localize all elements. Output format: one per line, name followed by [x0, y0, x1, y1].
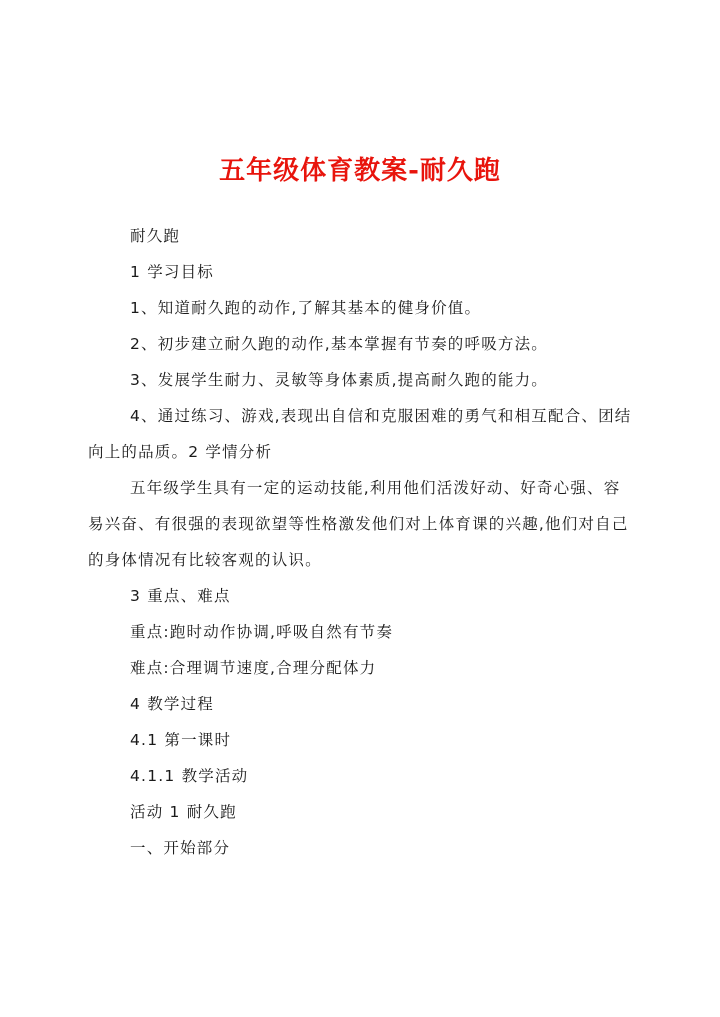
- subsection-teaching-activities: 4.1.1 教学活动: [130, 767, 249, 785]
- section-teaching-process: 4 教学过程: [130, 695, 214, 713]
- objective-item-1: 1、知道耐久跑的动作,了解其基本的健身价值。: [130, 299, 482, 317]
- part-opening: 一、开始部分: [130, 839, 231, 857]
- objective-item-2: 2、初步建立耐久跑的动作,基本掌握有节奏的呼吸方法。: [130, 335, 548, 353]
- key-point-focus: 重点:跑时动作协调,呼吸自然有节奏: [130, 623, 394, 641]
- document-body: [88, 218, 632, 866]
- key-point-difficulty: 难点:合理调节速度,合理分配体力: [130, 659, 377, 677]
- paragraph-heading-endurance-run: 耐久跑: [130, 227, 181, 245]
- learner-analysis-paragraph: 五年级学生具有一定的运动技能,利用他们活泼好动、好奇心强、容易兴奋、有很强的表现欲望等性格激发他们对上体育课的兴趣,他们对自己的身体情况有比较客观的认识。: [88, 479, 629, 569]
- objective-item-3: 3、发展学生耐力、灵敏等身体素质,提高耐久跑的能力。: [130, 371, 548, 389]
- section-learning-objectives: 1 学习目标: [130, 263, 214, 281]
- subsection-first-lesson: 4.1 第一课时: [130, 731, 232, 749]
- objective-item-4: 4、通过练习、游戏,表现出自信和克服困难的勇气和相互配合、团结向上的品质。2 学情分析: [88, 407, 632, 461]
- activity-1-endurance-run: 活动 1 耐久跑: [130, 803, 237, 821]
- document-title: 五年级体育教案-耐久跑: [219, 156, 501, 186]
- section-key-points: 3 重点、难点: [130, 587, 231, 605]
